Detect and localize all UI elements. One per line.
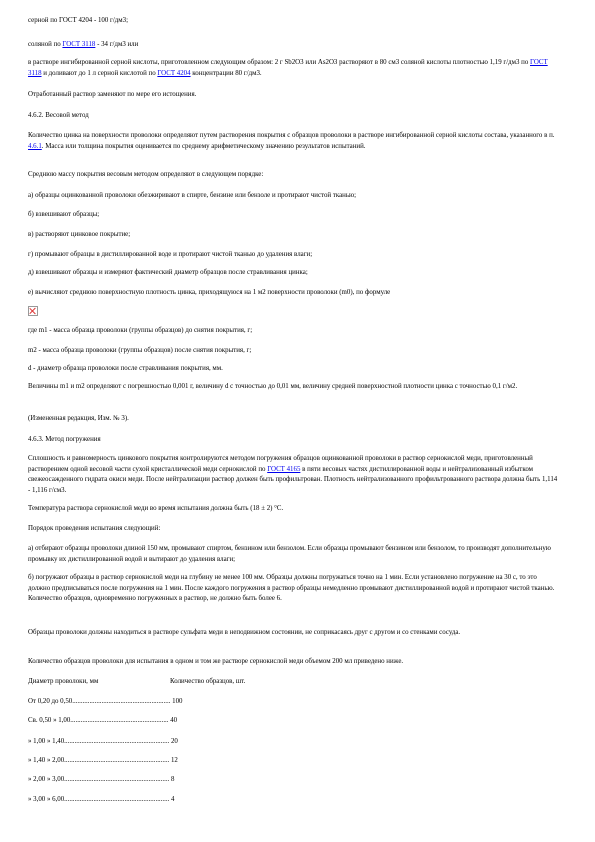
text: Сплошность и равномерность цинкового покрытия контролируются методом погружения образцов оцинкованной проволоки в раствор сернокислой меди, приготовленный растворением одной весовой части сухой кристаллической меди сернокислой по xyxy=(28,455,533,473)
list-item-step-a: а) образцы оцинкованной проволоки обезжиривают в спирте, бензине или бензоле и протирают чистой тканью; xyxy=(28,192,357,199)
paragraph-d-definition: d - диаметр образца проволоки после стравливания покрытия, мм. xyxy=(28,365,223,372)
gost-3118-link[interactable]: ГОСТ 3118 xyxy=(62,41,96,48)
table-row: От 0,20 до 0,50......................................................... 100 xyxy=(28,698,183,705)
text: Количество цинка на поверхности проволоки определяют путем растворения покрытия с образцов проволоки в растворе ингибированной серной кислоты состава, указанного в п. xyxy=(28,132,555,139)
paragraph-inhibited-solution xyxy=(28,58,558,79)
table-row: » 1,00 » 1,40............................................................. 20 xyxy=(28,738,178,745)
paragraph-m2-definition: m2 - масса образца проволоки (группы образцов) после снятия покрытия, г; xyxy=(28,347,252,354)
broken-formula-image-icon xyxy=(28,306,38,316)
text: в пяти весовых частях дистиллированной воды и нейтрализованный избытком свежеосажденного гидрата окиси меди. После нейтрализации раствор должен быть профильтрован. Плотность нейтрализованного профильтрованного раствора должна быть 1,114 - 1,116 г/см3. xyxy=(28,465,558,494)
list-item-step-d: г) промывают образцы в дистиллированной воде и протирают чистой тканью до удаления влаги; xyxy=(28,251,313,258)
table-row: » 3,00 » 6,00............................................................. 4 xyxy=(28,796,175,803)
paragraph-test-order-intro: Порядок проведения испытания следующий: xyxy=(28,525,161,532)
table-row: » 2,00 » 3,00............................................................. 8 xyxy=(28,776,175,783)
paragraph-accuracy: Величины m1 и m2 определяют с погрешностью 0,001 г, величину d с точностью до 0,01 мм, величину средней поверхностной плотности цинка с точностью 0,1 г/м2. xyxy=(28,383,518,390)
gost-3118-link[interactable]: ГОСТ 3118 xyxy=(28,59,548,77)
list-item-step-e: д) взвешивают образцы и измеряют фактический диаметр образцов после стравливания цинка; xyxy=(28,269,308,276)
table-header xyxy=(28,677,558,688)
paragraph-weight-method-intro xyxy=(28,131,558,152)
paragraph-sample-count-intro: Количество образцов проволоки для испытания в одном и том же растворе сернокислой меди объемом 200 мл приведено ниже. xyxy=(28,658,404,665)
table-header-diameter: Диаметр проволоки, мм xyxy=(28,678,99,685)
list-item-step-b: б) взвешивают образцы; xyxy=(28,211,100,218)
list-item-immersion-step-a: а) отбирают образцы проволоки длиной 150 мм, промывают спиртом, бензином или бензолом. Если образцы промывают бензином или бензолом, то производят дополнительную промывку их дистиллированной водой и вытирают до удаления влаги; xyxy=(28,545,551,563)
paragraph-temperature: Температура раствора сернокислой меди во время испытания должна быть (18 ± 2) °С. xyxy=(28,505,284,512)
section-heading-weight-method: 4.6.2. Весовой метод xyxy=(28,112,89,119)
list-item-step-f: е) вычисляют среднюю поверхностную плотность цинка, приходящуюся на 1 м2 поверхности проволоки (m0), по формуле xyxy=(28,289,391,296)
paragraph-amendment-note: (Измененная редакция, Изм. № 3). xyxy=(28,415,129,422)
table-row: » 1,40 » 2,00............................................................. 12 xyxy=(28,757,178,764)
text: . Масса или толщина покрытия оценивается по среднему арифметическому значению результатов испытаний. xyxy=(41,142,366,150)
gost-4165-link[interactable]: ГОСТ 4165 xyxy=(267,465,301,473)
paragraph-sulfuric-concentration: серной по ГОСТ 4204 - 100 г/дм3; xyxy=(28,17,128,24)
paragraph-immersion-method-intro xyxy=(28,454,558,496)
paragraph-procedure-intro: Среднюю массу покрытия весовым методом определяют в следующем порядке: xyxy=(28,171,264,178)
table-row: Св. 0,50 » 1,00......................................................... 40 xyxy=(28,717,178,724)
list-item-immersion-step-b: б) погружают образцы в раствор сернокислой меди на глубину не менее 100 мм. Образцы должны погружаться точно на 1 мин. Если установлено погружение на 30 с, то это должно предписываться после погружения на 1 мин. После каждого погружения в раствор образцы немедленно промывают дистиллированной водой и протирают чистой тканью. Количество образцов, одновременно погруженных в раствор, не должно быть более 6. xyxy=(28,574,555,602)
text: соляной по xyxy=(28,41,63,48)
list-item-step-c: в) растворяют цинковое покрытие; xyxy=(28,231,131,238)
section-heading-immersion-method: 4.6.3. Метод погружения xyxy=(28,436,101,443)
paragraph-sample-position: Образцы проволоки должны находиться в растворе сульфата меди в неподвижном состоянии, не соприкасаясь друг с другом и со стенками сосуда. xyxy=(28,629,461,636)
paragraph-hydrochloric-concentration xyxy=(28,40,558,51)
paragraph-spent-solution: Отработанный раствор заменяют по мере его истощения. xyxy=(28,91,197,98)
table-header-count: Количество образцов, шт. xyxy=(170,678,246,685)
text: в растворе ингибированной серной кислоты, приготовленном следующим образом: 2 г Sb2O3 или As2O3 растворяют в 80 см3 соляной кислоты плотностью 1,19 г/дм3 по xyxy=(28,59,531,66)
gost-4204-link[interactable]: ГОСТ 4204 xyxy=(157,69,191,77)
text: - 34 г/дм3 или xyxy=(95,41,139,48)
text: и доливают до 1 л серной кислотой по xyxy=(41,69,158,77)
section-4-6-1-link[interactable]: 4.6.1 xyxy=(28,142,42,150)
paragraph-m1-definition: где m1 - масса образца проволоки (группы образцов) до снятия покрытия, г; xyxy=(28,327,253,334)
text: концентрации 80 г/дм3. xyxy=(190,69,262,77)
